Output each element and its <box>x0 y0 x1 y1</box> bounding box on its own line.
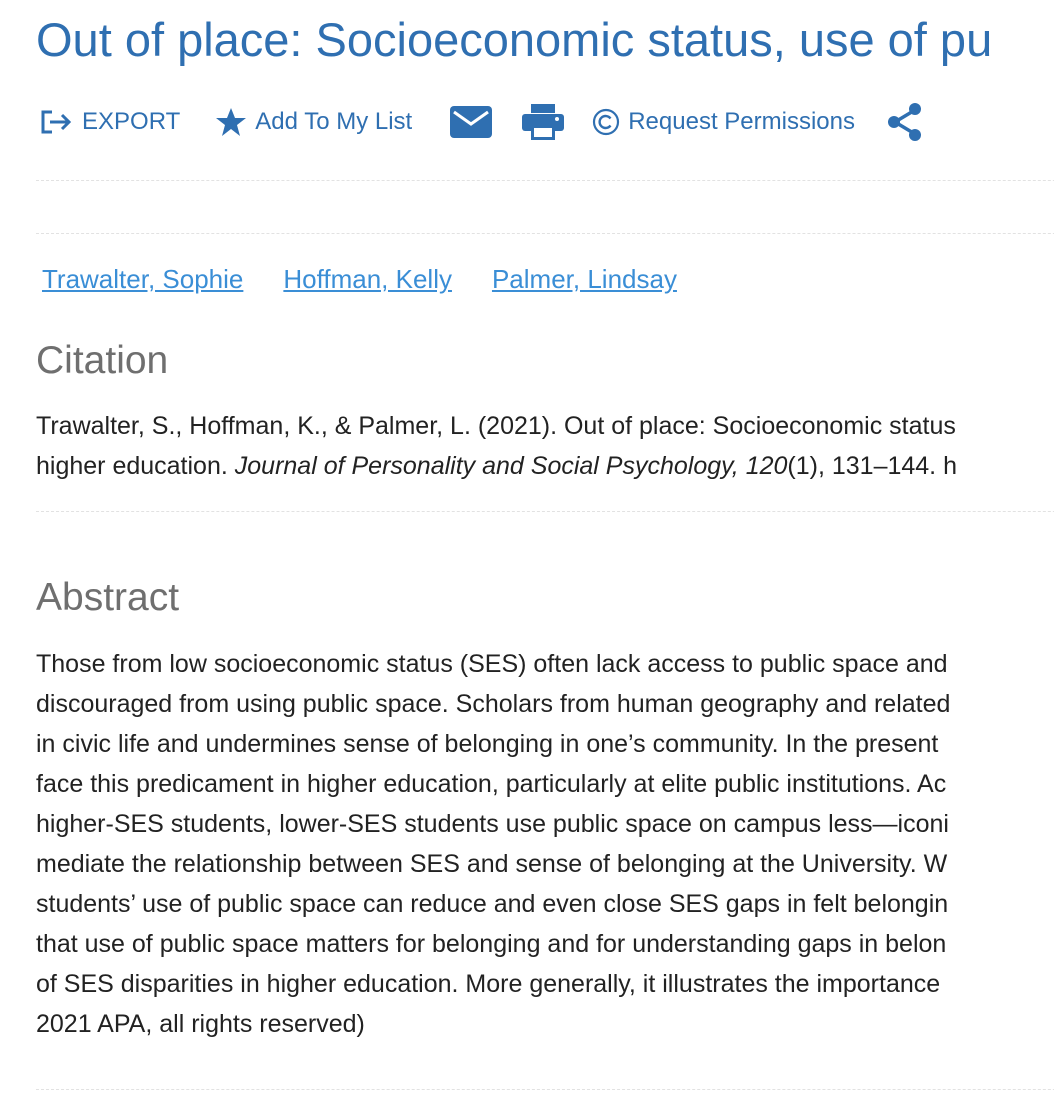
export-icon <box>38 107 74 137</box>
divider <box>36 1089 1054 1090</box>
citation-line: Trawalter, S., Hoffman, K., & Palmer, L. (2021). Out of place: Socioeconomic status <box>36 412 956 440</box>
abstract-text <box>36 644 950 1044</box>
abstract-heading: Abstract <box>36 576 180 619</box>
citation-line-end: (1), 131–144. h <box>787 452 957 480</box>
email-button[interactable] <box>449 104 493 140</box>
abstract-line: 2021 APA, all rights reserved) <box>36 1010 365 1038</box>
citation-journal: Journal of Personality and Social Psychology, 120 <box>234 452 788 480</box>
share-button[interactable] <box>885 101 925 143</box>
citation-text <box>36 406 957 486</box>
abstract-line: discouraged from using public space. Scholars from human geography and related <box>36 690 951 718</box>
abstract-line: higher-SES students, lower-SES students use public space on campus less—iconi <box>36 810 949 838</box>
divider <box>36 180 1054 181</box>
export-button[interactable] <box>38 107 180 137</box>
abstract-line: in civic life and undermines sense of belonging in one’s community. In the present <box>36 730 939 758</box>
export-label: EXPORT <box>82 108 181 135</box>
star-icon <box>215 106 247 138</box>
divider <box>36 233 1054 234</box>
abstract-line: mediate the relationship between SES and sense of belonging at the University. W <box>36 850 948 878</box>
add-to-my-list-label: Add To My List <box>255 108 413 135</box>
divider <box>36 511 1054 512</box>
print-button[interactable] <box>521 103 565 141</box>
abstract-line: Those from low socioeconomic status (SES) often lack access to public space and <box>36 650 948 678</box>
author-link-trawalter[interactable]: Trawalter, Sophie <box>42 264 244 294</box>
author-link-hoffman[interactable]: Hoffman, Kelly <box>283 264 452 294</box>
article-toolbar <box>36 96 925 148</box>
request-permissions-button[interactable] <box>592 108 855 136</box>
abstract-line: of SES disparities in higher education. More generally, it illustrates the importance <box>36 970 941 998</box>
citation-line <box>36 446 957 486</box>
abstract-line: students’ use of public space can reduce and even close SES gaps in felt belongin <box>36 890 949 918</box>
abstract-line: that use of public space matters for belonging and for understanding gaps in belon <box>36 930 947 958</box>
add-to-my-list-button[interactable] <box>215 106 412 138</box>
copyright-icon <box>592 108 620 136</box>
share-icon <box>885 101 925 143</box>
email-icon <box>449 104 493 140</box>
citation-heading: Citation <box>36 339 169 382</box>
request-permissions-label: Request Permissions <box>628 108 855 135</box>
article-title: Out of place: Socioeconomic status, use of pu <box>36 13 993 66</box>
abstract-line: face this predicament in higher education, particularly at elite public institutions. Ac <box>36 770 947 798</box>
print-icon <box>521 103 565 141</box>
author-link-palmer[interactable]: Palmer, Lindsay <box>491 264 677 294</box>
citation-line-start: higher education. <box>36 452 235 480</box>
author-list <box>42 264 717 295</box>
